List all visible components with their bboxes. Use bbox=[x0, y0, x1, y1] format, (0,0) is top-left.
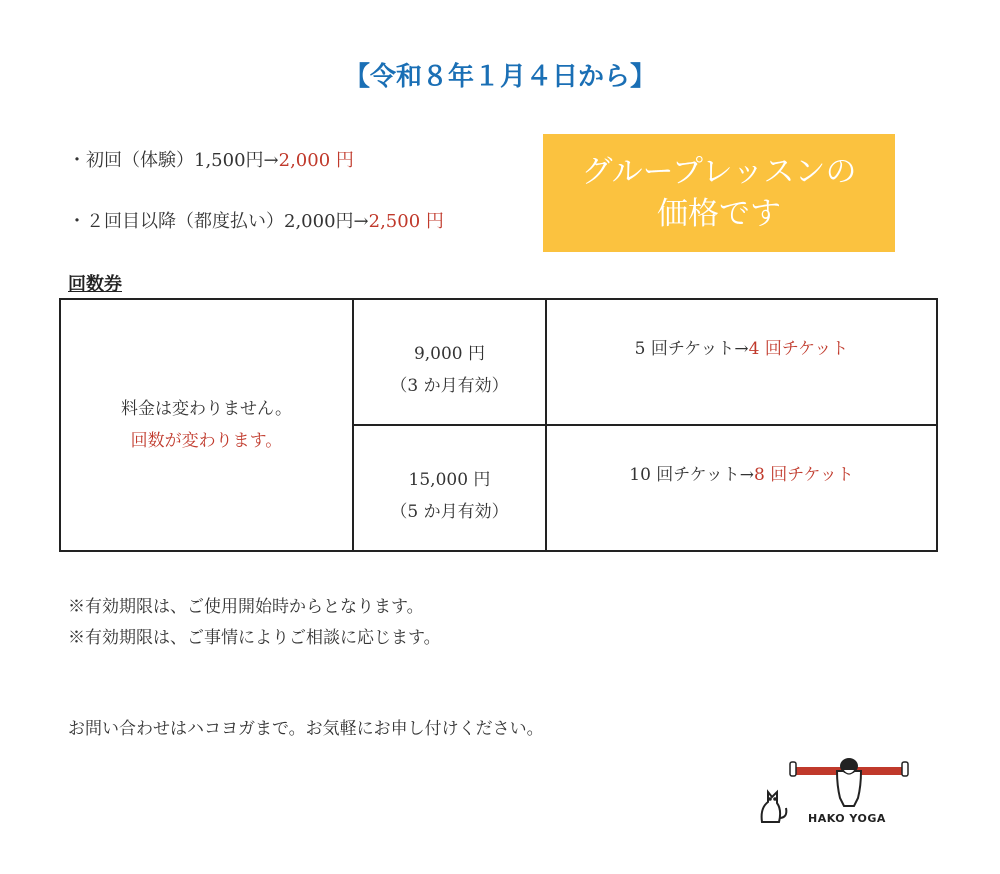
ticket-validity: （5 か月有効） bbox=[390, 502, 509, 522]
ticket-change-cell bbox=[546, 425, 937, 551]
ticket-price-cell bbox=[353, 299, 546, 425]
tickets-table bbox=[59, 298, 938, 552]
trial-price-label: ・初回（体験）1,500円→ bbox=[68, 150, 279, 171]
dropin-price-label: ・２回目以降（都度払い）2,000円→ bbox=[68, 211, 369, 232]
tickets-note-cell bbox=[60, 299, 353, 551]
ticket-old-count: 5 回チケット→ bbox=[634, 339, 749, 359]
logo-text: HAKO YOGA bbox=[808, 812, 886, 825]
page-title: 【令和８年１月４日から】 bbox=[343, 62, 656, 92]
ticket-change-cell bbox=[546, 299, 937, 425]
ticket-price: 15,000 円 bbox=[408, 470, 491, 490]
validity-note-2: ※有効期限は、ご事情によりご相談に応じます。 bbox=[68, 628, 441, 648]
ticket-old-count: 10 回チケット→ bbox=[629, 465, 755, 485]
tickets-note-line-1: 料金は変わりません。 bbox=[120, 399, 293, 419]
banner-line-2: 価格です bbox=[657, 196, 781, 232]
ticket-new-count: 8 回チケット bbox=[754, 465, 854, 485]
trial-new-price: 2,000 円 bbox=[278, 150, 354, 171]
trial-price-line bbox=[68, 146, 354, 172]
ticket-price: 9,000 円 bbox=[413, 344, 486, 364]
tickets-heading: 回数券 bbox=[68, 274, 122, 295]
tickets-note-line-2: 回数が変わります。 bbox=[130, 431, 283, 451]
contact-note: お問い合わせはハコヨガまで。お気軽にお申し付けください。 bbox=[68, 719, 544, 739]
hako-yoga-logo bbox=[752, 756, 917, 834]
ticket-new-count: 4 回チケット bbox=[748, 339, 849, 359]
cat-icon bbox=[762, 792, 787, 822]
dropin-price-line bbox=[68, 207, 444, 233]
ticket-validity: （3 か月有効） bbox=[390, 376, 509, 396]
table-row bbox=[60, 299, 937, 425]
yoga-person-icon bbox=[790, 758, 908, 806]
group-lesson-banner bbox=[543, 134, 895, 252]
validity-note-1: ※有効期限は、ご使用開始時からとなります。 bbox=[68, 597, 424, 617]
banner-line-1: グループレッスンの bbox=[581, 154, 857, 190]
ticket-price-cell bbox=[353, 425, 546, 551]
dropin-new-price: 2,500 円 bbox=[368, 211, 444, 232]
